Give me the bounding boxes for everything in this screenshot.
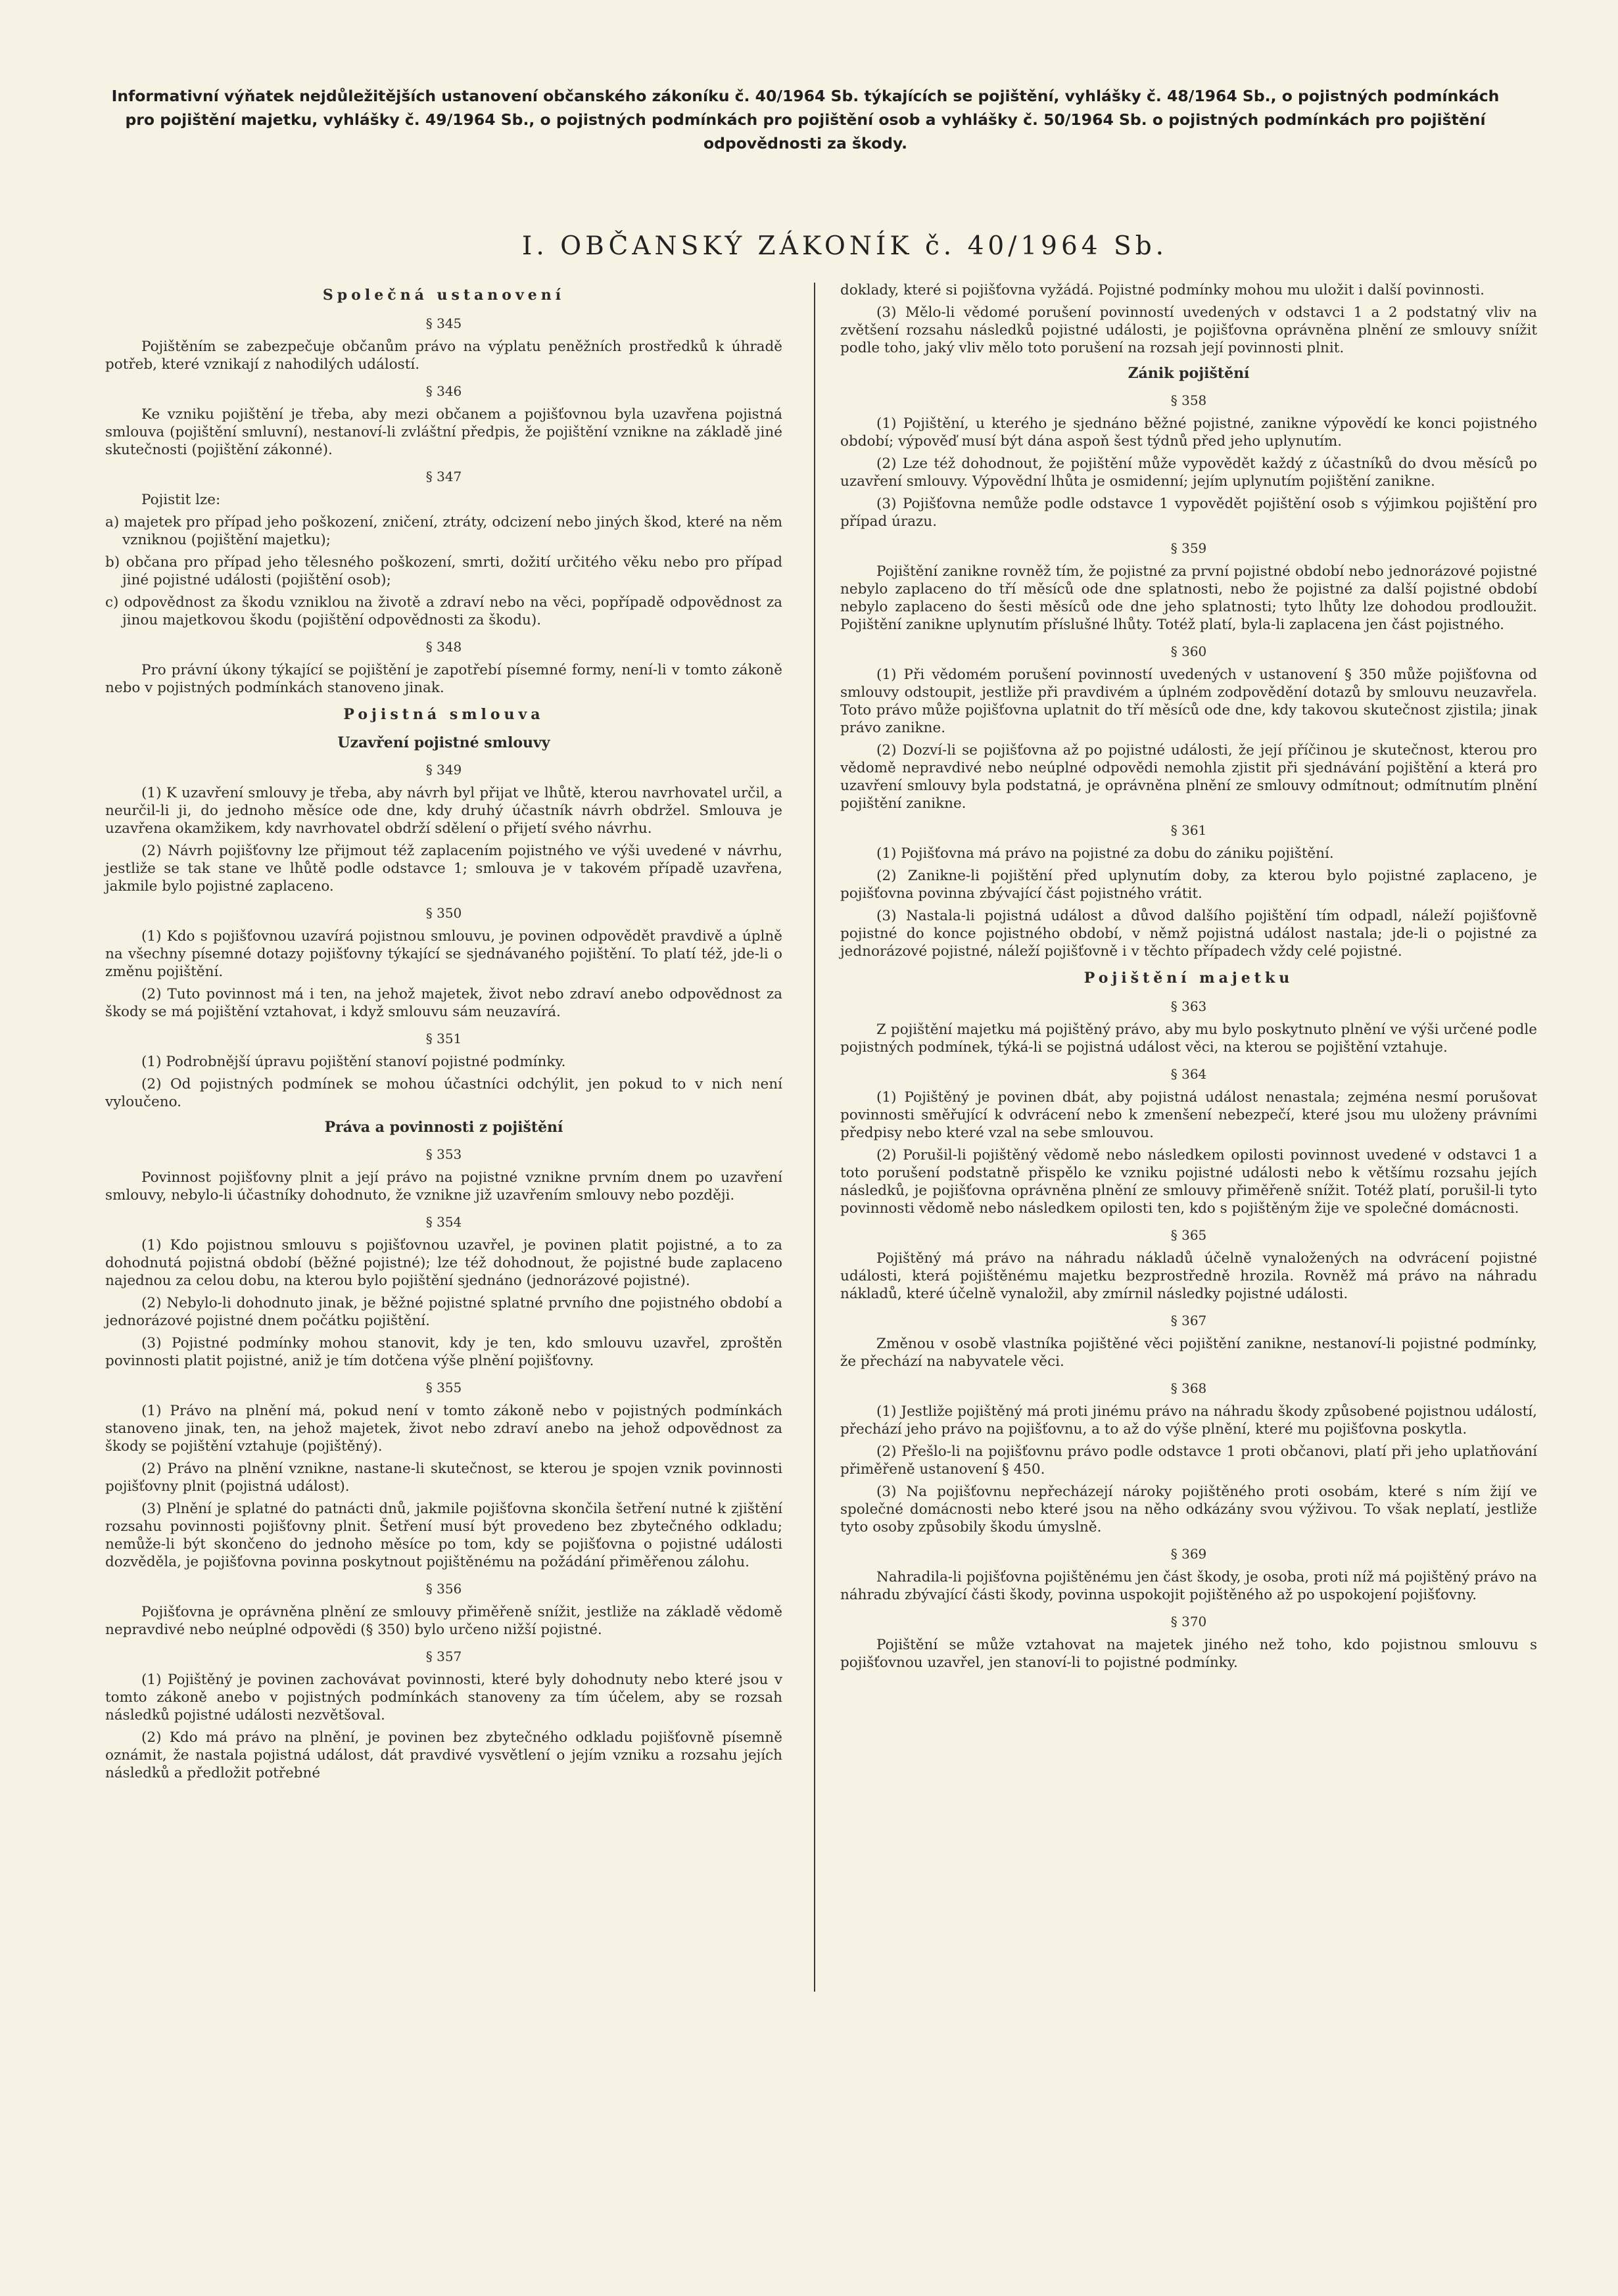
subsection-heading: Práva a povinnosti z pojištění (324, 1119, 563, 1136)
paragraph: (3) Pojistné podmínky mohou stanovit, kdy je ten, kdo smlouvu uzavřel, zproštěn povinnosti platit pojistné, aniž je tím dotčena výše plnění pojišťovny. (105, 1335, 782, 1369)
paragraph: (2) Zanikne-li pojištění před uplynutím doby, za kterou bylo pojistné zaplaceno, je pojišťovna povinna zbývající část pojistného vrátit. (840, 868, 1537, 902)
paragraph: (1) Podrobnější úpravu pojištění stanoví pojistné podmínky. (141, 1054, 566, 1070)
section-number: § 364 (1170, 1066, 1207, 1082)
paragraph: (1) Kdo pojistnou smlouvu s pojišťovnou uzavřel, je povinen platit pojistné, a to za dohodnutá pojistná období (běžné pojistné); lze též dohodnout, že pojistné bude zaplaceno najednou za celou dobu, na kterou bylo pojištění sjednáno (jednorázové pojistné). (105, 1237, 782, 1289)
section-heading: Pojistná smlouva (343, 706, 544, 723)
paragraph: (1) Kdo s pojišťovnou uzavírá pojistnou smlouvu, je povinen odpovědět pravdivě a úplně na všechny písemné dotazy pojišťovny týkající se sjednávaného pojištění. To platí též, jde-li o změnu pojištění. (105, 928, 782, 980)
paragraph: doklady, které si pojišťovna vyžádá. Pojistné podmínky mohou mu uložit i další povinnosti. (840, 282, 1485, 298)
section-number: § 353 (425, 1146, 462, 1162)
right-column (840, 281, 1537, 1676)
paragraph: (1) Při vědomém porušení povinností uvedených v ustanovení § 350 může pojišťovna od smlouvy odstoupit, jestliže při pravdivém a úplném zodpovědění dotazů by smlouvu neuzavřela. Toto právo může pojišťovna uplatnit do tří měsíců ode dne, kdy takovou skutečnost zjistila; jinak právo zanikne. (840, 667, 1537, 736)
list-item: a) majetek pro případ jeho poškození, zničení, ztráty, odcizení nebo jiných škod, které na něm vzniknou (pojištění majetku); (105, 514, 782, 548)
section-number: § 369 (1170, 1546, 1207, 1562)
section-number: § 368 (1170, 1380, 1207, 1396)
list-item: c) odpovědnost za škodu vzniklou na životě a zdraví nebo na věci, popřípadě odpovědnost za jinou majetkovou škodu (pojištění odpovědnosti za škodu). (105, 594, 782, 628)
paragraph: Pojištění zanikne rovněž tím, že pojistné za první pojistné období nebo jednorázové pojistné nebylo zaplaceno do tří měsíců ode dne splatnosti, nebo že pojistné za další pojistné období nebylo zaplaceno do šesti měsíců ode dne jeho splatnosti; tyto lhůty lze dohodou prodloužit. Pojištění zanikne uplynutím příslušné lhůty. Totéž platí, byla-li zaplacena jen část pojistného. (840, 563, 1537, 633)
subsection-heading: Uzavření pojistné smlouvy (337, 734, 550, 751)
section-number: § 355 (425, 1380, 462, 1395)
paragraph: (1) Jestliže pojištěný má proti jinému právo na náhradu škody způsobené pojistnou událostí, přechází jeho právo na pojišťovnu, a to až do výše plnění, které mu pojišťovna poskytla. (840, 1403, 1537, 1438)
section-number: § 365 (1170, 1227, 1207, 1243)
paragraph: (2) Právo na plnění vznikne, nastane-li skutečnost, se kterou je spojen vznik povinnosti pojišťovny plnit (pojistná událost). (105, 1461, 782, 1495)
paragraph: Pojištění se může vztahovat na majetek jiného než toho, kdo pojistnou smlouvu s pojišťovnou uzavřel, jen stanoví-li to pojistné podmínky. (840, 1637, 1537, 1671)
list-item: b) občana pro případ jeho tělesného poškození, smrti, dožití určitého věku nebo pro případ jiné pojistné události (pojištění osob); (105, 554, 782, 588)
section-number: § 367 (1170, 1313, 1207, 1328)
paragraph: (1) Právo na plnění má, pokud není v tomto zákoně nebo v pojistných podmínkách stanoveno jinak, ten, na jehož majetek, život nebo zdraví anebo na jehož odpovědnost za škody se pojištění vztahuje (pojištěný). (105, 1403, 782, 1455)
paragraph: (3) Plnění je splatné do patnácti dnů, jakmile pojišťovna skončila šetření nutné k zjištění rozsahu povinnosti pojišťovny plnit. Šetření musí být provedeno bez zbytečného odkladu; nemůže-li být skončeno do jednoho měsíce po tom, kdy se pojišťovna o pojistné události dozvěděla, je pojišťovna povinna poskytnout pojištěnému na požádání přiměřenou zálohu. (105, 1501, 782, 1570)
paragraph: Pojištěním se zabezpečuje občanům právo na výplatu peněžních prostředků k úhradě potřeb, které vznikají z nahodilých událostí. (105, 339, 782, 373)
section-number: § 350 (425, 905, 462, 921)
paragraph: Nahradila-li pojišťovna pojištěnému jen část škody, je osoba, proti níž má pojištěný právo na náhradu zbývající části škody, povinna uspokojit pojištěného až po uspokojení pojišťovny. (840, 1569, 1537, 1603)
section-number: § 356 (425, 1581, 462, 1597)
paragraph: (3) Na pojišťovnu nepřecházejí nároky pojištěného proti osobám, které s ním žijí ve společné domácnosti nebo které jsou na něho odkázány svou výživou. To však neplatí, jestliže tyto osoby způsobily škodu úmyslně. (840, 1484, 1537, 1535)
paragraph: (2) Tuto povinnost má i ten, na jehož majetek, život nebo zdraví anebo odpovědnost za škody se má pojištění vztahovat, i když smlouvu sám neuzavírá. (105, 986, 782, 1020)
paragraph: (3) Mělo-li vědomé porušení povinností uvedených v odstavci 1 a 2 podstatný vliv na zvětšení rozsahu následků pojistné události, je pojišťovna oprávněna plnění ze smlouvy snížit podle toho, jaký vliv mělo toto porušení na rozsah její povinnosti plnit. (840, 304, 1537, 356)
paragraph: Z pojištění majetku má pojištěný právo, aby mu bylo poskytnuto plnění ve výši určené podle pojistných podmínek, týká-li se pojistná událost věci, na kterou se pojištění vztahuje. (840, 1021, 1537, 1056)
section-number: § 358 (1170, 392, 1207, 408)
section-number: § 349 (425, 762, 462, 778)
paragraph: (2) Přešlo-li na pojišťovnu právo podle odstavce 1 proti občanovi, platí při jeho uplatňování přiměřeně ustanovení § 450. (840, 1443, 1537, 1478)
document-header: Informativní výňatek nejdůležitějších ustanovení občanského zákoníku č. 40/1964 Sb. týkajících se pojištění, vyhlášky č. 48/1964 Sb., o pojistných podmínkách pro pojištění majetku, vyhlášky č. 49/1964 Sb., o pojistných podmínkách pro pojištění osob a vyhlášky č. 50/1964 Sb. o pojistných podmínkách pro pojištění odpovědnosti za škody. (111, 87, 1500, 152)
section-number: § 348 (425, 639, 462, 655)
paragraph: (2) Návrh pojišťovny lze přijmout též zaplacením pojistného ve výši uvedené v návrhu, jestliže se tak stane ve lhůtě podle odstavce 1; smlouva je v takovém případě uzavřena, jakmile bylo pojistné zaplaceno. (105, 843, 782, 895)
paragraph: (2) Od pojistných podmínek se mohou účastníci odchýlit, jen pokud to v nich není vyloučeno. (105, 1076, 782, 1110)
paragraph: (2) Lze též dohodnout, že pojištění může vypovědět každý z účastníků do dvou měsíců po uzavření smlouvy. Výpovědní lhůta je osmidenní; jejím uplynutím pojištění zanikne. (840, 456, 1537, 490)
paragraph: Povinnost pojišťovny plnit a její právo na pojistné vznikne prvním dnem po uzavření smlouvy, nebylo-li účastníky dohodnuto, že vznikne již uzavřením smlouvy nebo později. (105, 1169, 782, 1204)
section-number: § 357 (425, 1649, 462, 1664)
paragraph: (1) K uzavření smlouvy je třeba, aby návrh byl přijat ve lhůtě, kterou navrhovatel určil, a neurčil-li ji, do jednoho měsíce ode dne, kdy druhý účastník návrh obdržel. Smlouva je uzavřena okamžikem, kdy navrhovatel obdrží sdělení o přijetí svého návrhu. (105, 785, 782, 837)
section-number: § 359 (1170, 540, 1207, 556)
paragraph: (1) Pojištění, u kterého je sjednáno běžné pojistné, zanikne výpovědí ke konci pojistného období; výpověď musí být dána aspoň šest týdnů před jeho uplynutím. (840, 415, 1537, 450)
paragraph: (2) Nebylo-li dohodnuto jinak, je běžné pojistné splatné prvního dne pojistného období a jednorázové pojistné dnem počátku pojištění. (105, 1295, 782, 1329)
section-heading: Společná ustanovení (322, 287, 565, 304)
paragraph: Změnou v osobě vlastníka pojištěné věci pojištění zanikne, nestanoví-li pojistné podmínky, že přechází na nabyvatele věci. (840, 1336, 1537, 1370)
paragraph: (2) Dozví-li se pojišťovna až po pojistné události, že její příčinou je skutečnost, kterou pro vědomě nepravdivé nebo neúplné odpovědi nemohla zjistit při sjednávání pojištění a která pro uzavření smlouvy byla podstatná, je oprávněna plnění ze smlouvy odmítnout; odmítnutím plnění pojištění zanikne. (840, 742, 1537, 812)
section-number: § 346 (425, 383, 462, 399)
paragraph: Ke vzniku pojištění je třeba, aby mezi občanem a pojišťovnou byla uzavřena pojistná smlouva (pojištění smluvní), nestanoví-li zvláštní předpis, že pojištění vznikne na základě jiné skutečnosti (pojištění zákonné). (105, 406, 782, 458)
paragraph: (1) Pojištěný je povinen zachovávat povinnosti, které byly dohodnuty nebo které jsou v tomto zákoně anebo v pojistných podmínkách stanoveny za tím účelem, aby se rozsah následků pojistné události nezvětšoval. (105, 1672, 782, 1723)
section-number: § 345 (425, 316, 462, 331)
paragraph: (2) Kdo má právo na plnění, je povinen bez zbytečného odkladu pojišťovně písemně oznámit, že nastala pojistná událost, dát pravdivé vysvětlení o jejím vzniku a rozsahu jejích následků a předložit potřebné (105, 1729, 782, 1781)
section-number: § 361 (1170, 822, 1207, 838)
paragraph: Pojištěný má právo na náhradu nákladů účelně vynaložených na odvrácení pojistné události, která pojištěnému majetku bezprostředně hrozila. Rovněž má právo na náhradu nákladů, které účelně vynaložil, aby zmírnil následky pojistné události. (840, 1250, 1537, 1302)
section-number: § 351 (425, 1031, 462, 1046)
paragraph: (1) Pojištěný je povinen dbát, aby pojistná událost nenastala; zejména nesmí porušovat povinnosti směřující k odvrácení nebo k zmenšení nebezpečí, které jsou mu uloženy právními předpisy nebo které vzal na sebe smlouvou. (840, 1089, 1537, 1141)
paragraph: Pojistit lze: (141, 492, 221, 508)
subsection-heading: Zánik pojištění (1128, 365, 1250, 382)
section-number: § 370 (1170, 1614, 1207, 1629)
paragraph: (2) Porušil-li pojištěný vědomě nebo následkem opilosti povinnost uvedené v odstavci 1 a toto porušení podstatně přispělo ke vzniku pojistné události nebo k většímu rozsahu jejích následků, je pojišťovna oprávněna plnění ze smlouvy přiměřeně snížit. Totéž platí, porušil-li tyto povinnosti vědomě nebo následkem opilosti ten, kdo s pojištěným žije ve společné domácnosti. (840, 1147, 1537, 1217)
section-number: § 354 (425, 1214, 462, 1230)
column-divider (814, 283, 815, 1992)
page-title: I. OBČANSKÝ ZÁKONÍK č. 40/1964 Sb. (521, 231, 1168, 261)
left-column (105, 277, 782, 1787)
section-heading: Pojištění majetku (1083, 970, 1294, 987)
paragraph: (1) Pojišťovna má právo na pojistné za dobu do zániku pojištění. (876, 845, 1334, 862)
paragraph: (3) Nastala-li pojistná událost a důvod dalšího pojištění tím odpadl, náleží pojišťovně pojistné do konce pojistného období, v němž pojistná událost nastala; jde-li o pojistné za jednorázové pojistné, náleží pojišťovně i v těchto případech vždy celé pojistné. (840, 908, 1537, 960)
section-number: § 347 (425, 469, 462, 484)
paragraph: Pojišťovna je oprávněna plnění ze smlouvy přiměřeně snížit, jestliže na základě vědomě nepravdivé nebo neúplné odpovědi (§ 350) bylo určeno nižší pojistné. (105, 1604, 782, 1638)
paragraph: Pro právní úkony týkající se pojištění je zapotřebí písemné formy, není-li v tomto zákoně nebo v pojistných podmínkách stanoveno jinak. (105, 662, 782, 696)
paragraph: (3) Pojišťovna nemůže podle odstavce 1 vypovědět pojištění osob s výjimkou pojištění pro případ úrazu. (840, 496, 1537, 530)
section-number: § 363 (1170, 998, 1207, 1014)
section-number: § 360 (1170, 644, 1207, 659)
